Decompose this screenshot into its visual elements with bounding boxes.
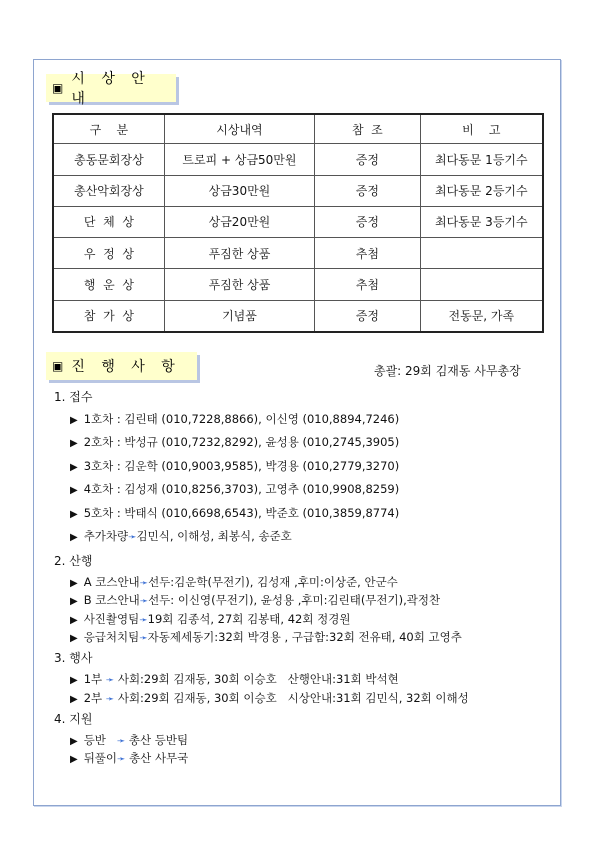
triangle-bullet-icon: ▶ [70, 633, 78, 644]
table-cell: 전동문, 가족 [420, 300, 543, 332]
triangle-bullet-icon: ▶ [70, 736, 78, 747]
table-cell: 추첨 [315, 269, 421, 300]
triangle-bullet-icon: ▶ [70, 578, 78, 589]
triangle-bullet-icon: ▶ [70, 615, 78, 626]
table-cell: 총동문회장상 [53, 144, 164, 175]
list-item: ▶ 2호차 : 박성규 (010,7232,8292), 윤성용 (010,2745,3905) [70, 435, 400, 449]
square-marker-icon: ▣ [52, 81, 64, 95]
table-cell: 상금20만원 [164, 206, 314, 237]
table-cell: 총산악회장상 [53, 175, 164, 206]
table-row [53, 206, 543, 237]
list-item: ▶ 응급처치팀➛자동제세동기:32회 박경용 , 구급함:32회 전유태, 40회 고영추 [70, 630, 462, 644]
table-cell: 단 체 상 [53, 206, 164, 237]
triangle-bullet-icon: ▶ [70, 462, 78, 473]
hiking-heading: 2. 산행 [54, 554, 93, 568]
table-cell: 증정 [315, 175, 421, 206]
list-item: ▶ 1호차 : 김린태 (010,7228,8866), 이신영 (010,8894,7246) [70, 412, 400, 426]
list-item: ▶ 5호차 : 박태식 (010,6698,6543), 박준호 (010,3859,8774) [70, 506, 400, 520]
triangle-bullet-icon: ▶ [70, 532, 78, 543]
arrow-icon: ➛ [139, 596, 149, 607]
triangle-bullet-icon: ▶ [70, 485, 78, 496]
table-header-row [53, 114, 543, 144]
list-item: ▶ 4호차 : 김성재 (010,8256,3703), 고영추 (010,9908,8259) [70, 482, 400, 496]
table-row [53, 300, 543, 332]
list-item: ▶ 사진촬영팀➛19회 김종석, 27회 김봉태, 42회 정경원 [70, 612, 351, 626]
list-item: ▶ A 코스안내➛선두:김운학(무전기), 김성재 ,후미:이상준, 안군수 [70, 575, 398, 589]
list-item: ▶ 등반 ➛ 총산 등반팀 [70, 733, 189, 747]
table-cell: 푸짐한 상품 [164, 238, 314, 269]
list-item: ▶ B 코스안내➛선두: 이신영(무전기), 윤성용 ,후미:김린태(무전기),곽정찬 [70, 593, 441, 607]
table-cell: 참 가 상 [53, 300, 164, 332]
table-cell: 기념품 [164, 300, 314, 332]
table-cell: 최다동문 1등기수 [420, 144, 543, 175]
table-cell [420, 238, 543, 269]
award-table [52, 113, 544, 333]
table-cell: 증정 [315, 206, 421, 237]
table-row [53, 269, 543, 300]
event-heading: 3. 행사 [54, 651, 93, 665]
table-row [53, 238, 543, 269]
award-section-tag [46, 71, 176, 107]
list-item: ▶ 3호차 : 김운학 (010,9003,9585), 박경용 (010,2779,3270) [70, 459, 400, 473]
support-heading: 4. 지원 [54, 712, 93, 726]
list-item: ▶ 추가차량➛김민식, 이해성, 최봉식, 송준호 [70, 529, 292, 543]
progress-section-tag [46, 352, 197, 380]
arrow-icon: ➛ [105, 694, 115, 705]
progress-section-title: 진 행 사 항 [71, 359, 181, 375]
reception-heading: 1. 접수 [54, 390, 93, 404]
header-cell: 참 조 [315, 114, 421, 144]
list-item: ▶ 2부 ➛ 사회:29회 김재동, 30회 이승호 시상안내:31회 김민식, 32회 이해성 [70, 691, 469, 705]
arrow-icon: ➛ [139, 578, 149, 589]
square-marker-icon: ▣ [52, 359, 64, 373]
award-section-title: 시 상 안 내 [71, 71, 151, 107]
list-item: ▶ 뒤풀이➛ 총산 사무국 [70, 751, 189, 765]
arrow-icon: ➛ [117, 754, 126, 765]
triangle-bullet-icon: ▶ [70, 754, 78, 765]
triangle-bullet-icon: ▶ [70, 694, 78, 705]
header-cell: 시상내역 [164, 114, 314, 144]
table-row [53, 144, 543, 175]
arrow-icon: ➛ [139, 615, 148, 626]
table-cell: 푸짐한 상품 [164, 269, 314, 300]
table-cell: 트로피 + 상금50만원 [164, 144, 314, 175]
arrow-icon: ➛ [128, 532, 137, 543]
triangle-bullet-icon: ▶ [70, 509, 78, 520]
arrow-icon: ➛ [139, 633, 148, 644]
table-cell [420, 269, 543, 300]
arrow-icon: ➛ [116, 736, 126, 747]
arrow-icon: ➛ [105, 675, 115, 686]
table-row [53, 175, 543, 206]
header-cell: 구 분 [53, 114, 164, 144]
organizer-note: 총괄: 29회 김재동 사무총장 [374, 364, 521, 378]
table-cell: 상금30만원 [164, 175, 314, 206]
table-cell: 증정 [315, 144, 421, 175]
triangle-bullet-icon: ▶ [70, 596, 78, 607]
header-cell: 비 고 [420, 114, 543, 144]
list-item: ▶ 1부 ➛ 사회:29회 김재동, 30회 이승호 산행안내:31회 박석현 [70, 672, 399, 686]
triangle-bullet-icon: ▶ [70, 438, 78, 449]
table-cell: 우 정 상 [53, 238, 164, 269]
table-cell: 추첨 [315, 238, 421, 269]
table-cell: 행 운 상 [53, 269, 164, 300]
table-cell: 최다동문 3등기수 [420, 206, 543, 237]
table-cell: 증정 [315, 300, 421, 332]
triangle-bullet-icon: ▶ [70, 415, 78, 426]
table-cell: 최다동문 2등기수 [420, 175, 543, 206]
triangle-bullet-icon: ▶ [70, 675, 78, 686]
